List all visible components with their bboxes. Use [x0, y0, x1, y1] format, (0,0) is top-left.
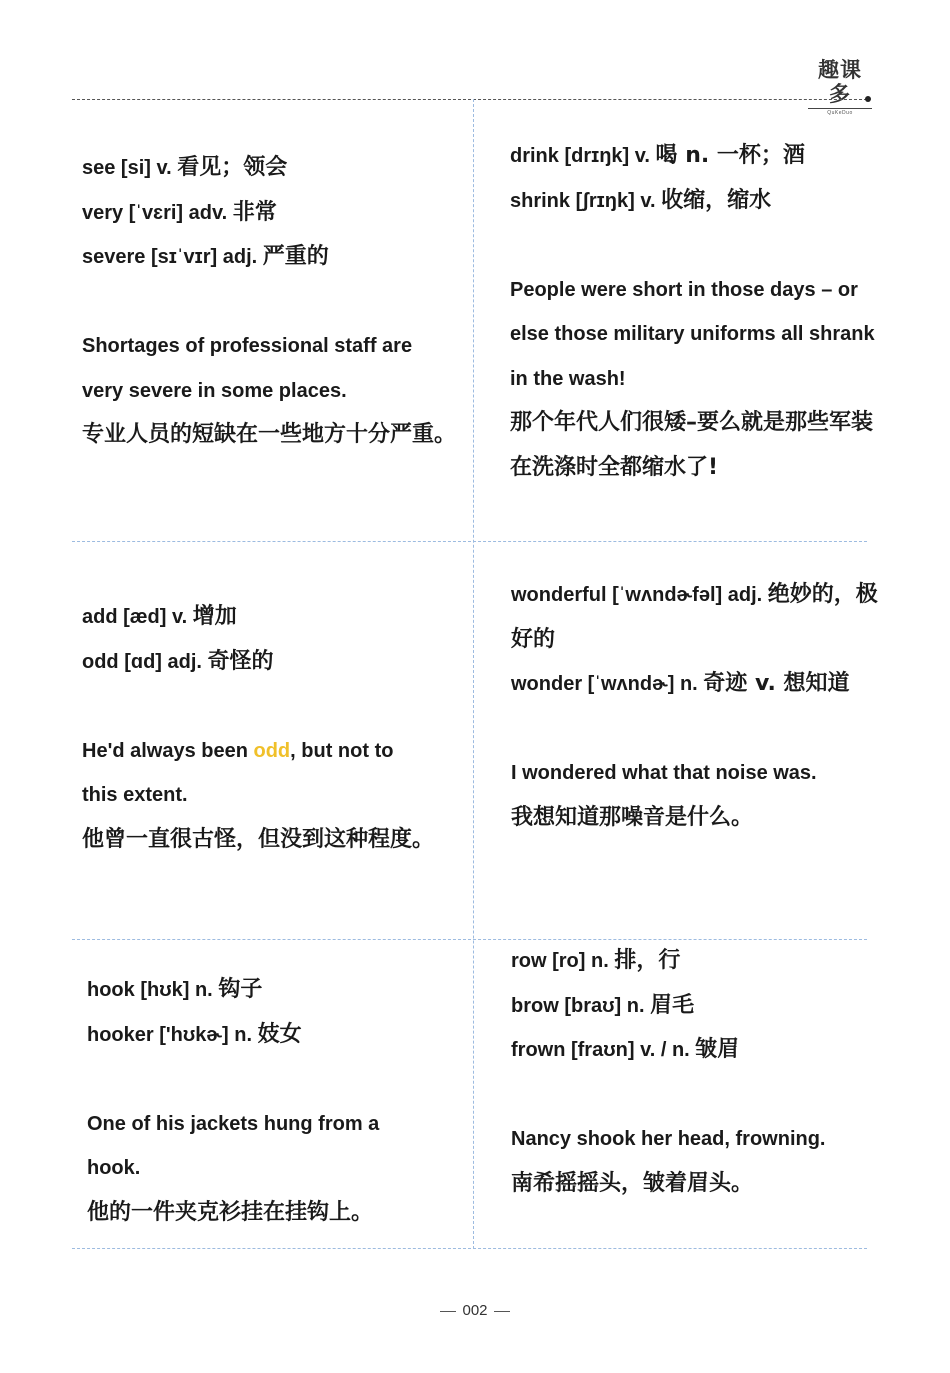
- example-sentence-en: One of his jackets hung from a hook.: [87, 1112, 380, 1179]
- example-sentence-en: I wondered what that noise was.: [511, 762, 817, 784]
- word-en: hook [hʊk] n.: [87, 979, 219, 1001]
- header-divider-dot: [865, 96, 871, 102]
- word-en: odd [ɑd] adj.: [82, 650, 208, 673]
- word-entry: [511, 662, 886, 707]
- logo-subtext: QuKeDuo: [808, 108, 872, 116]
- word-cn: 看见；领会: [177, 155, 288, 180]
- word-en: see [si] v.: [82, 157, 178, 179]
- example-sentence-cn: 那个年代人们很矮–要么就是那些军装在洗涤时全都缩水了!: [510, 410, 874, 480]
- word-en: hooker ['hʊkɚ] n.: [87, 1023, 258, 1046]
- example-sentence-cn: 他曾一直很古怪，但没到这种程度。: [82, 826, 435, 852]
- vocab-card-wonder: [511, 573, 886, 840]
- word-en: shrink [ʃrɪŋk] v.: [510, 189, 662, 212]
- grid-row-divider-3: [72, 1248, 867, 1249]
- brand-logo: [808, 58, 872, 116]
- word-en: severe [sɪˈvɪr] adj.: [82, 246, 263, 268]
- word-cn: 皱眉: [695, 1037, 740, 1062]
- page-number-text: 002: [462, 1302, 488, 1319]
- example-sentence-cn: 南希摇摇头，皱着眉头。: [511, 1170, 754, 1196]
- example-sentence-cn: 他的一件夹克衫挂在挂钩上。: [87, 1199, 374, 1225]
- word-entry: [82, 146, 457, 191]
- example-sentence-en: He'd always been odd, but not to this extent.: [82, 739, 394, 806]
- vocab-card-hook: [87, 968, 462, 1235]
- example-sentence-cn: 我想知道那噪音是什么。: [511, 804, 754, 830]
- word-cn: 奇迹 v. 想知道: [703, 671, 850, 696]
- word-cn: 严重的: [262, 244, 329, 269]
- word-en: wonder [ˈwʌndɚ] n.: [511, 673, 704, 695]
- word-cn: 增加: [192, 604, 237, 629]
- word-cn: 喝 n. 一杯；酒: [655, 143, 805, 168]
- example-sentence-en: Nancy shook her head, frowning.: [511, 1128, 826, 1150]
- word-entry: [511, 939, 886, 984]
- word-entry: [511, 1028, 886, 1073]
- example-sentence-en: People were short in those days – or else those military uniforms all shrank in the wash!: [510, 278, 875, 390]
- page-number: [0, 1302, 950, 1319]
- word-entry: [82, 191, 457, 236]
- logo-text: 趣课多: [818, 58, 862, 106]
- example-sentence-cn: 专业人员的短缺在一些地方十分严重。: [82, 422, 457, 447]
- word-en: frown [fraʊn] v. / n.: [511, 1039, 696, 1061]
- vocab-card-odd: [82, 595, 457, 862]
- word-en: wonderful [ˈwʌndɚfəl] adj.: [511, 584, 768, 606]
- grid-vertical-divider: [473, 99, 474, 1249]
- word-cn: 妓女: [257, 1021, 302, 1047]
- example-sentence-en: Shortages of professional staff are very severe in some places.: [82, 335, 413, 402]
- vocab-card-shrink: [510, 134, 885, 490]
- word-en: drink [drɪŋk] v.: [510, 145, 656, 167]
- vocab-card-severe: [82, 146, 457, 458]
- word-en: very [ˈvɛri] adv.: [82, 201, 233, 224]
- word-entry: [510, 134, 885, 179]
- highlighted-word: odd: [253, 739, 291, 762]
- word-entry: [510, 179, 885, 224]
- word-cn: 收缩，缩水: [661, 187, 772, 213]
- word-entry: [511, 984, 886, 1029]
- word-entry: [511, 573, 886, 662]
- word-cn: 绝妙的，极好的: [511, 582, 878, 652]
- word-entry: [87, 968, 462, 1013]
- word-entry: [82, 595, 457, 640]
- vocab-card-frown: [511, 939, 886, 1206]
- header-divider: [72, 99, 867, 100]
- word-entry: [82, 235, 457, 280]
- word-cn: 非常: [232, 199, 277, 225]
- word-en: row [ro] n.: [511, 950, 615, 972]
- word-entry: [87, 1013, 462, 1058]
- word-cn: 钩子: [218, 977, 263, 1002]
- word-cn: 奇怪的: [207, 648, 274, 674]
- grid-row-divider-1: [72, 541, 867, 542]
- word-cn: 排，行: [614, 948, 681, 973]
- word-en: brow [braʊ] n.: [511, 994, 651, 1017]
- word-cn: 眉毛: [650, 992, 695, 1018]
- word-entry: [82, 640, 457, 685]
- word-en: add [æd] v.: [82, 606, 193, 628]
